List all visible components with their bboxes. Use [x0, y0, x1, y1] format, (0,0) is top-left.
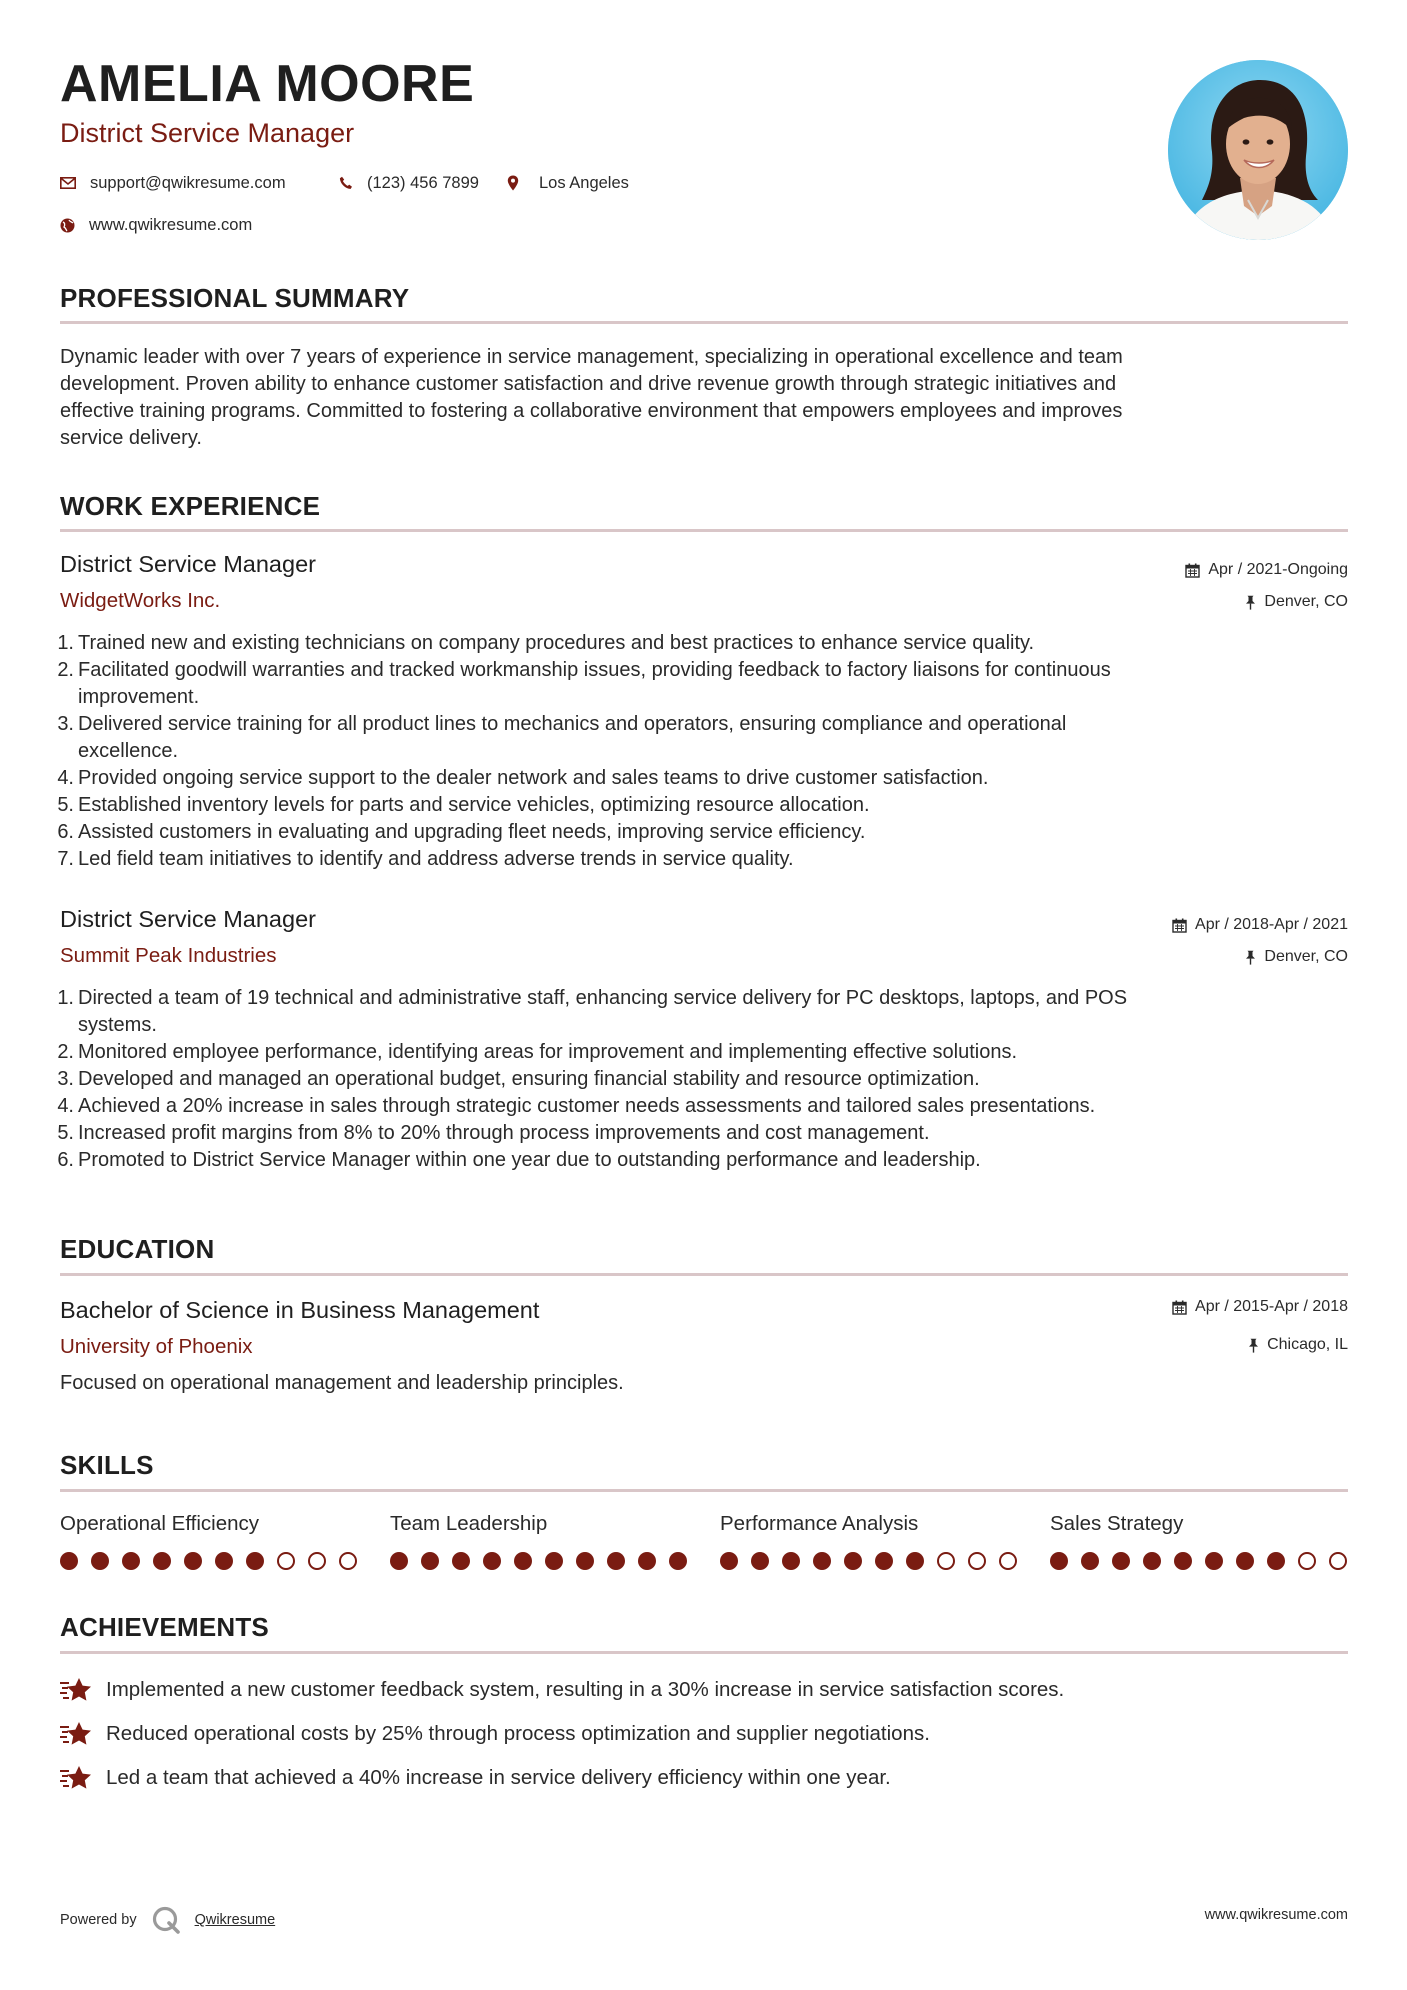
list-text: improvement. — [78, 686, 200, 708]
job-company: Summit Peak Industries — [60, 944, 277, 967]
list-text: Assisted customers in evaluating and upgrading fleet needs, improving service efficiency. — [78, 821, 866, 843]
rating-dot-filled — [1205, 1552, 1223, 1570]
skill-rating — [390, 1552, 700, 1570]
education-divider — [60, 1273, 1348, 1276]
globe-icon — [60, 218, 75, 233]
job-dates-text: Apr / 2018-Apr / 2021 — [1195, 916, 1348, 933]
skills-heading: SKILLS — [60, 1450, 154, 1480]
achievement-text: Implemented a new customer feedback system, resulting in a 30% increase in service satisfaction scores. — [106, 1677, 1065, 1701]
profile-photo — [1168, 60, 1348, 240]
experience-divider — [60, 529, 1348, 532]
rating-dot-filled — [669, 1552, 687, 1570]
rating-dot-filled — [844, 1552, 862, 1570]
phone-text: (123) 456 7899 — [367, 174, 479, 192]
contact-location — [507, 175, 629, 192]
job-responsibilities — [54, 985, 1354, 1174]
star-award-icon — [60, 1765, 92, 1791]
achievement-item — [60, 1721, 930, 1747]
education-description: Focused on operational management and leadership principles. — [60, 1372, 624, 1394]
location-pin-icon — [507, 175, 519, 191]
summary-divider — [60, 321, 1348, 324]
rating-dot-filled — [452, 1552, 470, 1570]
list-number: 3. — [57, 713, 74, 735]
rating-dot-filled — [421, 1552, 439, 1570]
rating-dot-filled — [91, 1552, 109, 1570]
pushpin-icon — [1245, 950, 1256, 965]
summary-line: development. Proven ability to enhance customer satisfaction and drive revenue growth through strategic initiatives and — [60, 373, 1117, 395]
rating-dot-filled — [514, 1552, 532, 1570]
list-item — [54, 1093, 1354, 1120]
list-number: 5. — [57, 794, 74, 816]
rating-dot-filled — [1112, 1552, 1130, 1570]
skill-item — [390, 1514, 700, 1570]
achievement-text: Reduced operational costs by 25% through process optimization and supplier negotiations. — [106, 1721, 930, 1745]
list-number: 1. — [57, 987, 74, 1009]
calendar-icon — [1172, 1300, 1187, 1315]
rating-dot-filled — [1267, 1552, 1285, 1570]
rating-dot-filled — [576, 1552, 594, 1570]
rating-dot-filled — [122, 1552, 140, 1570]
achievements-heading: ACHIEVEMENTS — [60, 1612, 269, 1642]
rating-dot-filled — [215, 1552, 233, 1570]
rating-dot-filled — [813, 1552, 831, 1570]
summary-heading: PROFESSIONAL SUMMARY — [60, 283, 410, 313]
rating-dot-filled — [246, 1552, 264, 1570]
education-dates-text: Apr / 2015-Apr / 2018 — [1195, 1298, 1348, 1315]
list-text: Trained new and existing technicians on company procedures and best practices to enhance service quality. — [78, 632, 1035, 654]
achievement-item — [60, 1677, 1064, 1703]
list-item — [54, 765, 1354, 792]
rating-dot-filled — [607, 1552, 625, 1570]
list-item — [54, 711, 1354, 738]
list-number — [54, 738, 78, 765]
list-number: 2. — [57, 659, 74, 681]
footer-website[interactable]: www.qwikresume.com — [1204, 1907, 1348, 1923]
star-award-icon — [60, 1721, 92, 1747]
list-text: Directed a team of 19 technical and administrative staff, enhancing service delivery for PC desktops, laptops, and POS — [78, 987, 1128, 1009]
rating-dot-empty — [277, 1552, 295, 1570]
rating-dot-empty — [999, 1552, 1017, 1570]
phone-icon — [339, 176, 353, 190]
school-name: University of Phoenix — [60, 1335, 253, 1358]
rating-dot-empty — [968, 1552, 986, 1570]
skill-item — [60, 1514, 370, 1570]
rating-dot-filled — [720, 1552, 738, 1570]
email-text: support@qwikresume.com — [90, 174, 286, 192]
job-dates — [1172, 917, 1348, 933]
list-text: systems. — [78, 1014, 157, 1036]
rating-dot-filled — [184, 1552, 202, 1570]
contact-phone[interactable] — [339, 175, 479, 192]
list-item — [54, 684, 1354, 711]
rating-dot-filled — [483, 1552, 501, 1570]
list-number — [54, 1012, 78, 1039]
list-text: Promoted to District Service Manager within one year due to outstanding performance and leadership. — [78, 1149, 981, 1171]
list-number — [54, 684, 78, 711]
list-item — [54, 1147, 1354, 1174]
list-text: Facilitated goodwill warranties and tracked workmanship issues, providing feedback to factory liaisons for continuous — [78, 659, 1111, 681]
skill-name: Sales Strategy — [1050, 1512, 1184, 1535]
rating-dot-filled — [60, 1552, 78, 1570]
list-item — [54, 1066, 1354, 1093]
list-number: 4. — [57, 1095, 74, 1117]
job-title: District Service Manager — [60, 551, 316, 577]
education-heading: EDUCATION — [60, 1234, 215, 1264]
skill-rating — [1050, 1552, 1360, 1570]
rating-dot-filled — [1050, 1552, 1068, 1570]
achievement-item — [60, 1765, 891, 1791]
list-item — [54, 846, 1354, 873]
star-award-icon — [60, 1677, 92, 1703]
job-location-text: Denver, CO — [1264, 948, 1348, 965]
list-number: 4. — [57, 767, 74, 789]
job-company: WidgetWorks Inc. — [60, 589, 221, 612]
skill-rating — [720, 1552, 1030, 1570]
rating-dot-empty — [1298, 1552, 1316, 1570]
rating-dot-filled — [751, 1552, 769, 1570]
skill-name: Performance Analysis — [720, 1512, 919, 1535]
job-dates-text: Apr / 2021-Ongoing — [1208, 561, 1348, 578]
powered-by-label: Powered by — [60, 1911, 137, 1928]
list-item — [54, 630, 1354, 657]
skill-name: Operational Efficiency — [60, 1512, 260, 1535]
contact-email[interactable] — [60, 175, 286, 192]
website-text: www.qwikresume.com — [89, 216, 253, 234]
list-text: Developed and managed an operational budget, ensuring financial stability and resource optimization. — [78, 1068, 980, 1090]
rating-dot-filled — [1081, 1552, 1099, 1570]
skills-divider — [60, 1489, 1348, 1492]
list-item — [54, 985, 1354, 1012]
summary-line: effective training programs. Committed to fostering a collaborative environment that empowers employees and improves — [60, 400, 1123, 422]
rating-dot-filled — [782, 1552, 800, 1570]
contact-website[interactable] — [60, 217, 252, 234]
list-text: Provided ongoing service support to the dealer network and sales teams to drive customer satisfaction. — [78, 767, 989, 789]
footer-powered-by — [60, 1905, 275, 1935]
list-text: Delivered service training for all product lines to mechanics and operators, ensuring compliance and operational — [78, 713, 1067, 735]
list-number: 3. — [57, 1068, 74, 1090]
summary-line: service delivery. — [60, 427, 202, 449]
rating-dot-filled — [875, 1552, 893, 1570]
job-location — [1245, 594, 1348, 610]
achievements-divider — [60, 1651, 1348, 1654]
list-item — [54, 792, 1354, 819]
portrait-image — [1168, 60, 1348, 240]
list-number: 6. — [57, 1149, 74, 1171]
pushpin-icon — [1245, 595, 1256, 610]
rating-dot-filled — [545, 1552, 563, 1570]
candidate-name: AMELIA MOORE — [60, 55, 475, 113]
job-title: District Service Manager — [60, 906, 316, 932]
experience-heading: WORK EXPERIENCE — [60, 491, 321, 521]
candidate-role: District Service Manager — [60, 118, 355, 148]
list-number: 7. — [57, 848, 74, 870]
rating-dot-filled — [638, 1552, 656, 1570]
rating-dot-empty — [308, 1552, 326, 1570]
skill-rating — [60, 1552, 370, 1570]
list-number: 2. — [57, 1041, 74, 1063]
education-dates — [1172, 1299, 1348, 1315]
list-text: Monitored employee performance, identifying areas for improvement and implementing effective solutions. — [78, 1041, 1018, 1063]
rating-dot-filled — [906, 1552, 924, 1570]
list-number: 1. — [57, 632, 74, 654]
skill-item — [1050, 1514, 1360, 1570]
rating-dot-filled — [1174, 1552, 1192, 1570]
degree-title: Bachelor of Science in Business Management — [60, 1297, 540, 1323]
rating-dot-filled — [390, 1552, 408, 1570]
job-dates — [1185, 562, 1348, 578]
list-item — [54, 657, 1354, 684]
list-item — [54, 1120, 1354, 1147]
pushpin-icon — [1248, 1338, 1259, 1353]
list-item — [54, 1012, 1354, 1039]
rating-dot-empty — [937, 1552, 955, 1570]
calendar-icon — [1172, 918, 1187, 933]
summary-text — [60, 344, 1350, 452]
job-location-text: Denver, CO — [1264, 593, 1348, 610]
rating-dot-filled — [1143, 1552, 1161, 1570]
list-text: Established inventory levels for parts and service vehicles, optimizing resource allocation. — [78, 794, 870, 816]
summary-line: Dynamic leader with over 7 years of experience in service management, specializing in operational excellence and team — [60, 346, 1123, 368]
rating-dot-filled — [1236, 1552, 1254, 1570]
education-location — [1248, 1337, 1348, 1353]
rating-dot-filled — [153, 1552, 171, 1570]
list-text: Led field team initiatives to identify and address adverse trends in service quality. — [78, 848, 794, 870]
qwikresume-logo-icon — [151, 1905, 183, 1935]
job-responsibilities — [54, 630, 1354, 873]
list-item — [54, 819, 1354, 846]
list-number: 6. — [57, 821, 74, 843]
skill-name: Team Leadership — [390, 1512, 548, 1535]
rating-dot-empty — [339, 1552, 357, 1570]
job-location — [1245, 949, 1348, 965]
list-item — [54, 1039, 1354, 1066]
list-text: Increased profit margins from 8% to 20% through process improvements and cost management. — [78, 1122, 930, 1144]
location-text: Los Angeles — [539, 174, 629, 192]
list-item — [54, 738, 1354, 765]
list-text: excellence. — [78, 740, 179, 762]
education-location-text: Chicago, IL — [1267, 1336, 1348, 1353]
achievement-text: Led a team that achieved a 40% increase in service delivery efficiency within one year. — [106, 1765, 891, 1789]
list-number: 5. — [57, 1122, 74, 1144]
list-text: Achieved a 20% increase in sales through strategic customer needs assessments and tailored sales presentations. — [78, 1095, 1096, 1117]
calendar-icon — [1185, 563, 1200, 578]
skill-item — [720, 1514, 1030, 1570]
qwikresume-link[interactable]: Qwikresume — [194, 1911, 276, 1928]
rating-dot-empty — [1329, 1552, 1347, 1570]
mail-icon — [60, 177, 76, 189]
